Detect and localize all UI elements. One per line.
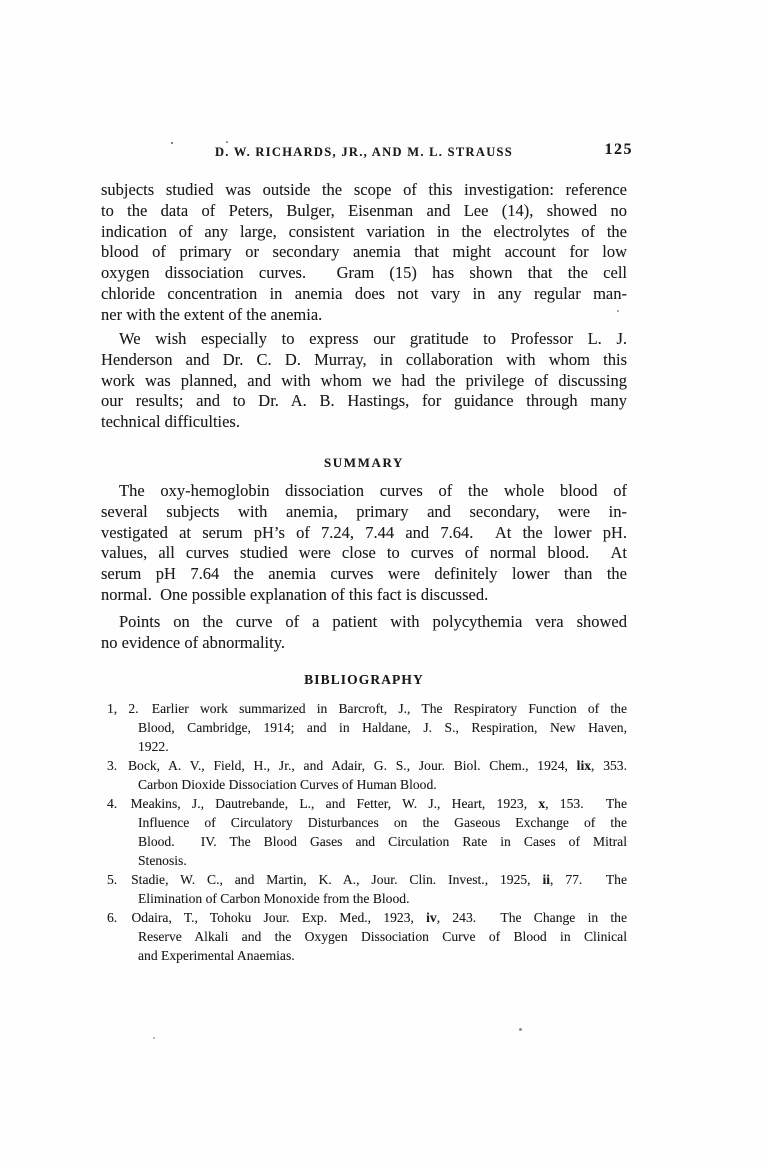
- text-line: 1922.: [138, 739, 169, 754]
- bibliography-heading: BIBLIOGRAPHY: [304, 672, 424, 687]
- text-line: Influence of Circulatory Disturbances on the Gaseous Exchange of the: [138, 815, 627, 830]
- text-line: values, all curves studied were close to curves of normal blood. At: [101, 543, 627, 563]
- text-line: [101, 756, 627, 775]
- text-line: [101, 870, 627, 889]
- entry-number: 3.: [107, 758, 118, 773]
- running-head-authors: D. W. RICHARDS, JR., AND M. L. STRAUSS: [214, 145, 514, 159]
- scan-speck: [617, 310, 619, 312]
- entry-text: Stadie, W. C., and Martin, K. A., Jour. Clin. Invest., 1925,: [131, 872, 543, 887]
- text-line: indication of any large, consistent variation in the electrolytes of the: [101, 221, 627, 241]
- text-line: serum pH 7.64 the anemia curves were definitely lower than the: [101, 564, 627, 584]
- page-header: [101, 141, 633, 163]
- text-line: The oxy-hemoglobin dissociation curves of the whole blood of: [119, 481, 627, 500]
- bibliography-list: [101, 699, 627, 965]
- text-line: oxygen dissociation curves. Gram (15) has shown that the cell: [101, 263, 627, 283]
- entry-text: Earlier work summarized in Barcroft, J., The Respiratory Function of the: [151, 701, 627, 716]
- entry-text: Odaira, T., Tohoku Jour. Exp. Med., 1923,: [131, 910, 427, 925]
- entry-number: 6.: [107, 910, 118, 925]
- volume-number: ii: [542, 872, 551, 887]
- text-line: Carbon Dioxide Dissociation Curves of Human Blood.: [138, 777, 437, 792]
- text-line: work was planned, and with whom we had the privilege of discussing: [101, 370, 627, 390]
- bibliography-entry: [101, 908, 627, 965]
- text-line: Henderson and Dr. C. D. Murray, in collaboration with whom this: [101, 349, 627, 369]
- bibliography-entry: [101, 699, 627, 756]
- text-line: and Experimental Anaemias.: [138, 948, 295, 963]
- page-number: 125: [604, 141, 633, 158]
- text-line: Stenosis.: [138, 853, 187, 868]
- entry-text: Bock, A. V., Field, H., Jr., and Adair, G. S., Jour. Biol. Chem., 1924,: [127, 758, 577, 773]
- text-line: Blood, Cambridge, 1914; and in Haldane, J. S., Respiration, New Haven,: [138, 720, 627, 735]
- bibliography-entry: [101, 794, 627, 870]
- text-line: subjects studied was outside the scope of this investigation: reference: [101, 180, 627, 199]
- paragraph-2: [101, 329, 627, 433]
- text-line: several subjects with anemia, primary and secondary, were in-: [101, 501, 627, 521]
- text-line: Points on the curve of a patient with polycythemia vera showed: [119, 612, 627, 631]
- paragraph-3: [101, 481, 627, 606]
- entry-number: 5.: [107, 872, 118, 887]
- bibliography-entry: [101, 756, 627, 794]
- text-line: chloride concentration in anemia does not vary in any regular man-: [101, 283, 627, 303]
- bibliography-entry: [101, 870, 627, 908]
- entry-text: , 77. The: [550, 872, 627, 887]
- text-line: no evidence of abnormality.: [101, 632, 286, 652]
- text-line: normal. One possible explanation of this fact is discussed.: [101, 584, 489, 604]
- volume-number: x: [538, 796, 546, 811]
- entry-text: Meakins, J., Dautrebande, L., and Fetter, W. J., Heart, 1923,: [130, 796, 539, 811]
- text-line: Elimination of Carbon Monoxide from the Blood.: [138, 891, 410, 906]
- scan-speck: [171, 142, 173, 144]
- text-line: our results; and to Dr. A. B. Hastings, for guidance through many: [101, 391, 627, 411]
- volume-number: lix: [576, 758, 592, 773]
- scan-speck: [226, 141, 228, 143]
- text-line: ner with the extent of the anemia.: [101, 304, 323, 324]
- paragraph-4: [101, 612, 627, 654]
- text-line: [101, 794, 627, 813]
- text-line: blood of primary or secondary anemia that might account for low: [101, 242, 627, 262]
- summary-heading: SUMMARY: [323, 455, 405, 470]
- volume-number: iv: [426, 910, 437, 925]
- text-line: [101, 699, 627, 718]
- entry-number: 4.: [107, 796, 118, 811]
- scan-speck: [153, 1037, 155, 1039]
- text-line: Blood. IV. The Blood Gases and Circulation Rate in Cases of Mitral: [138, 834, 627, 849]
- entry-text: , 243. The Change in the: [436, 910, 627, 925]
- text-line: [101, 908, 627, 927]
- scan-speck: [519, 1028, 522, 1031]
- paragraph-1: [101, 180, 627, 326]
- entry-text: , 153. The: [545, 796, 627, 811]
- text-line: We wish especially to express our gratitude to Professor L. J.: [119, 329, 627, 348]
- text-line: to the data of Peters, Bulger, Eisenman and Lee (14), showed no: [101, 200, 627, 220]
- entry-number: 1, 2.: [107, 701, 139, 716]
- text-line: technical difficulties.: [101, 412, 240, 432]
- entry-text: , 353.: [591, 758, 627, 773]
- text-line: Reserve Alkali and the Oxygen Dissociation Curve of Blood in Clinical: [138, 929, 627, 944]
- text-line: vestigated at serum pH’s of 7.24, 7.44 and 7.64. At the lower pH.: [101, 522, 627, 542]
